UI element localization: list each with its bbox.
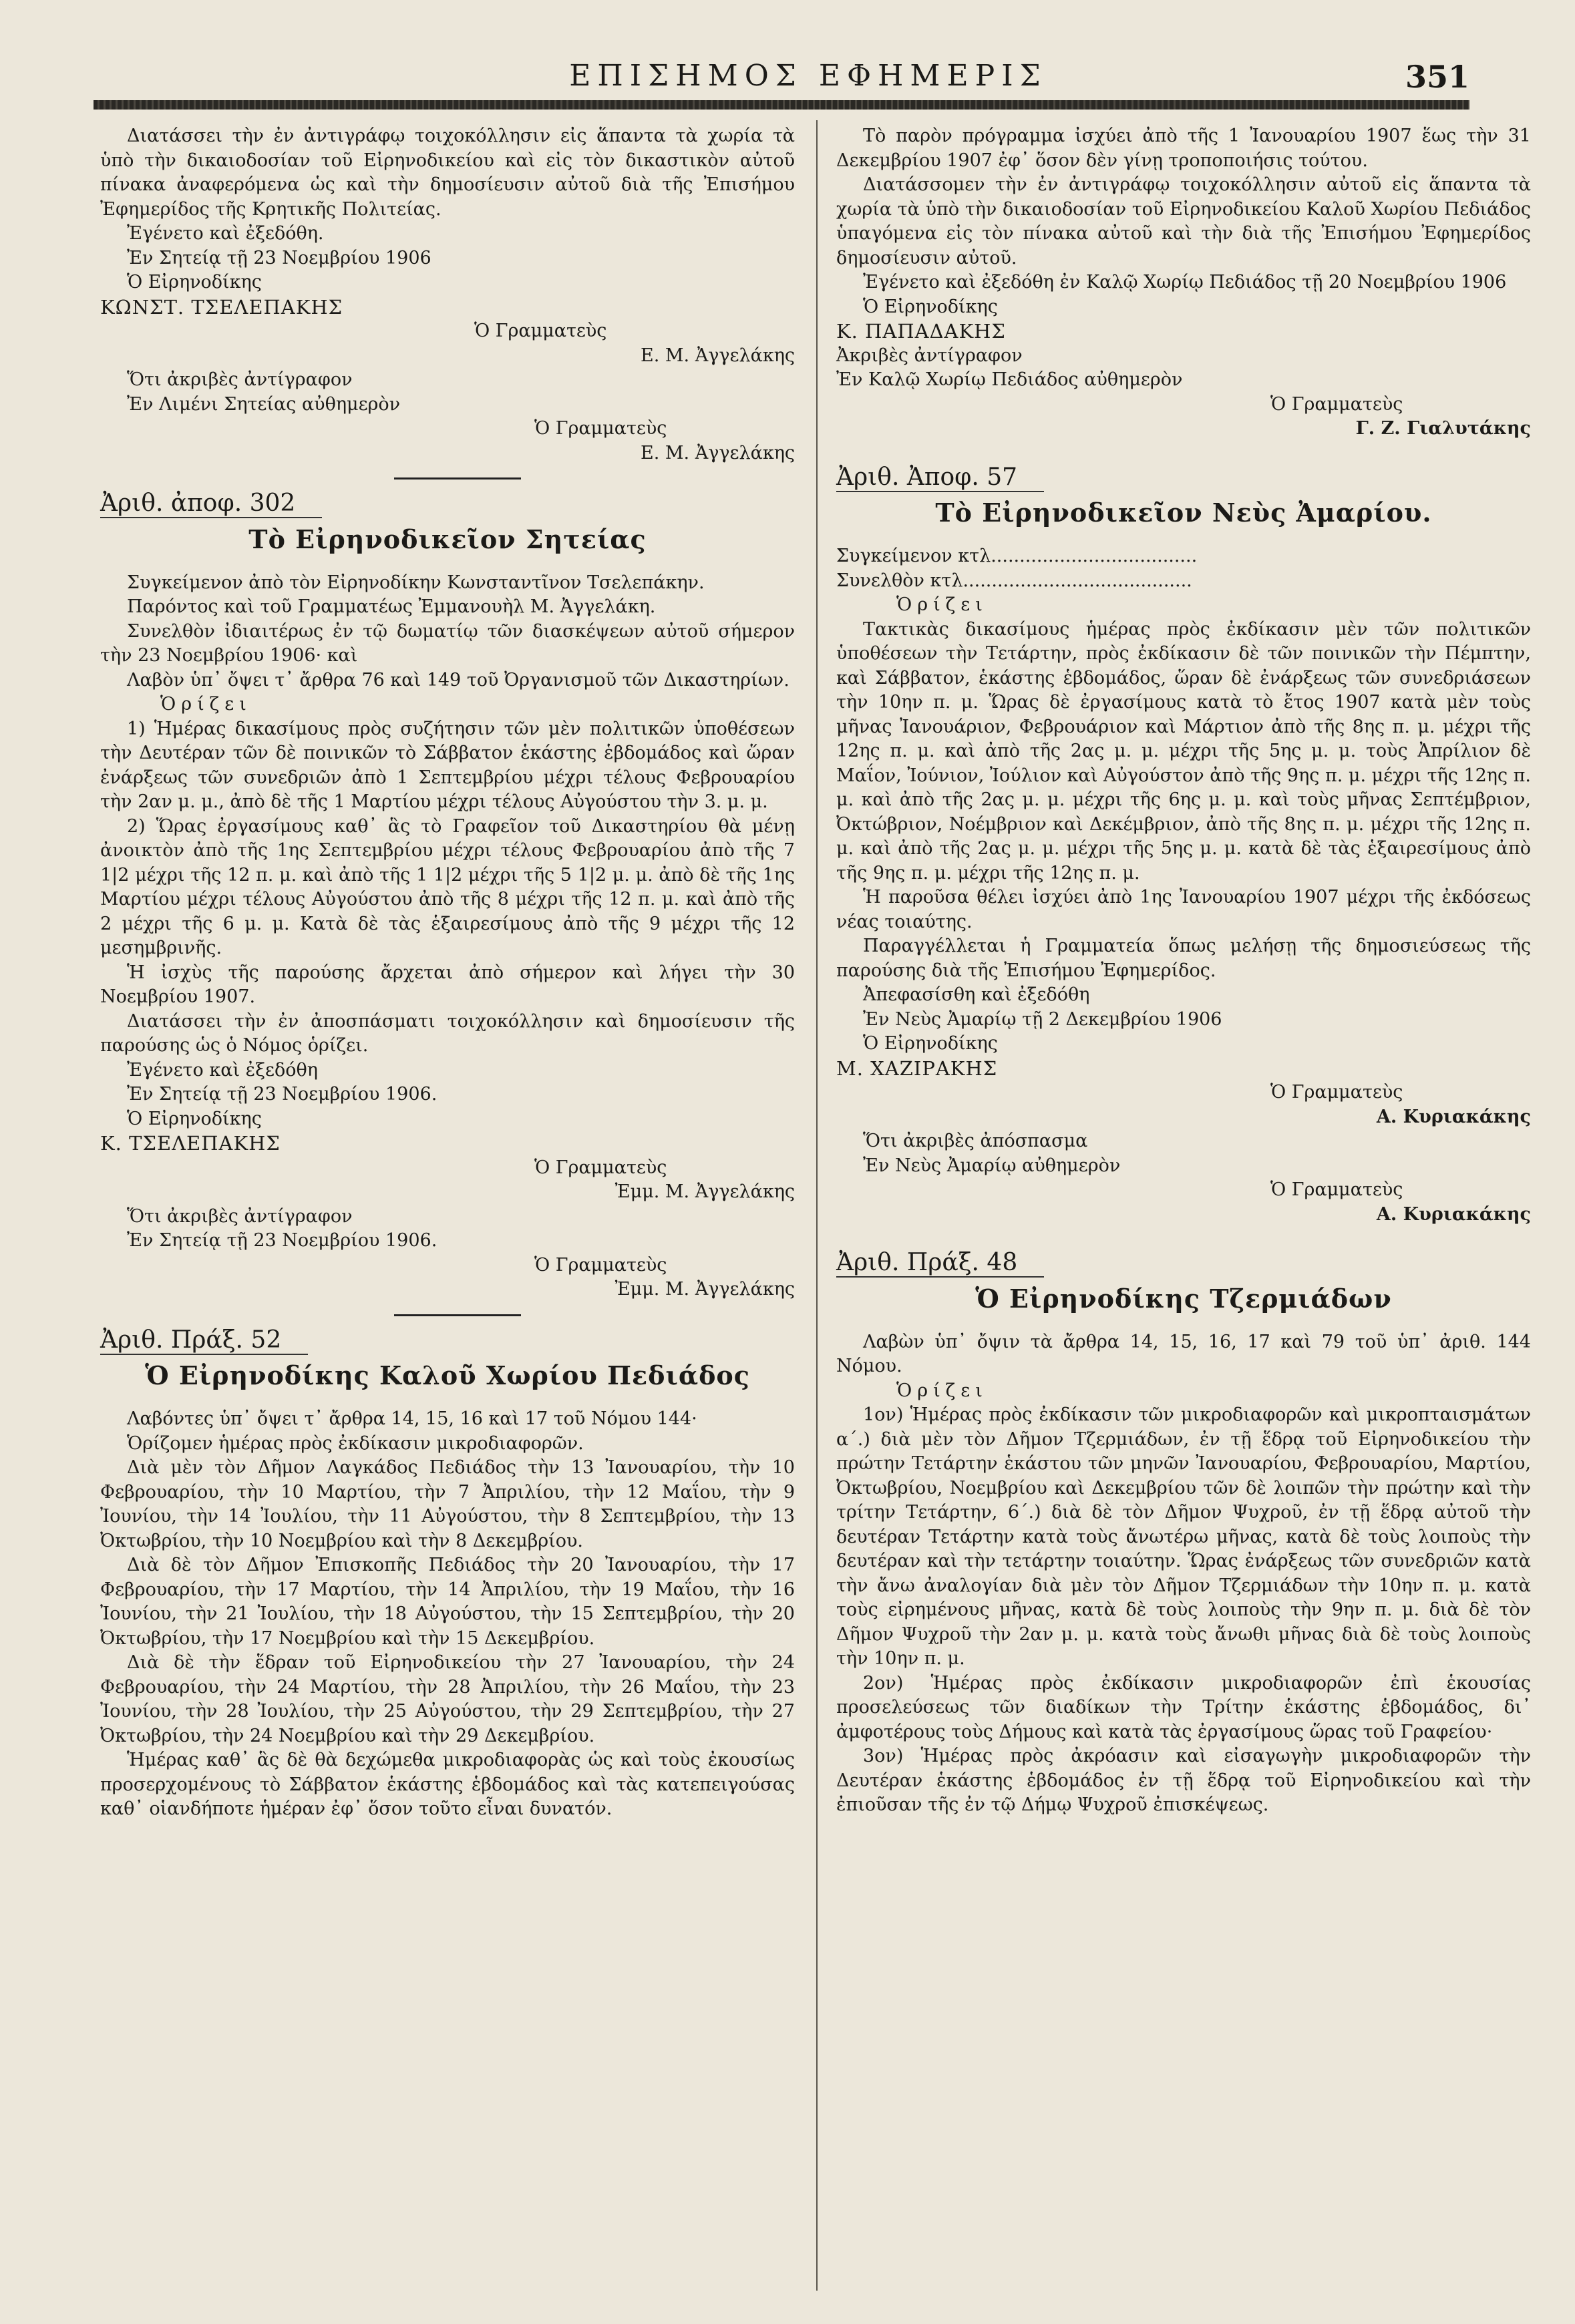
secretary-role: Ὁ Γραμματεὺς: [534, 1254, 667, 1276]
secretary-name: Ἐμμ. Μ. Ἀγγελάκης: [615, 1279, 795, 1300]
decree-number-text: Ἀριθ. Πράξ. 52: [100, 1326, 308, 1355]
orizei-label: Ὁρίζει: [896, 594, 988, 615]
signature-role: Ὁ Εἰρηνοδίκης: [863, 1033, 998, 1054]
copy-certification: Ὅτι ἀκριβὲς ἀντίγραφον: [127, 369, 353, 390]
signature-role: Ὁ Εἰρηνοδίκης: [127, 1108, 262, 1129]
section-heading: Ὁ Εἰρηνοδίκης Καλοῦ Χωρίου Πεδιάδος: [145, 1360, 750, 1390]
paragraph: 2) Ὥρας ἐργασίμους καθ᾽ ἃς τὸ Γραφεῖον τοῦ Δικαστηρίου θὰ μένῃ ἀνοικτὸν ἀπὸ τῆς 1ης Σεπτεμβρίου μέχρι τέλους Φεβρουαρίου ἀπὸ τῆς 7 1|2 μέχρι τῆς 12 π. μ. καὶ ἀπὸ τῆς 1 1|2 μέχρι τῆς 5 1|2 μ. μ. ἀπὸ δὲ τῆς 1ης Μαρτίου μέχρι τέλους Αὐγούστου ἀπὸ τῆς 8 μέχρι τῆς 12 π. μ. καὶ ἀπὸ τῆς 2 μέχρι τῆς 6 μ. μ. Κατὰ δὲ τὰς ἑξαιρεσίμους ἀπὸ τῆς 9 μέχρι τῆς 12 μεσημβρινῆς.: [100, 815, 795, 958]
signature-name: Κ. ΤΣΕΛΕΠΑΚΗΣ: [100, 1132, 281, 1155]
paragraph: 2ον) Ἡμέρας πρὸς ἐκδίκασιν μικροδιαφορῶν ἐπὶ ἑκουσίας προσελεύσεως τῶν διαδίκων τὴν Τρίτην ἑκάστης ἑβδομάδος, δι᾽ ἀμφοτέρους τοὺς Δήμους καὶ κατὰ τὰς ἐργασίμους ὥρας τοῦ Γραφείου·: [836, 1672, 1531, 1742]
right-column: [836, 124, 1531, 1818]
paragraph: Τακτικὰς δικασίμους ἡμέρας πρὸς ἐκδίκασιν μὲν τῶν πολιτικῶν ὑποθέσεων τὴν Τετάρτην, πρὸς ἐκδίκασιν δὲ τῶν ποινικῶν τὴν Πέμπτην, καὶ Σάββατον, ἑκάστης ἑβδομάδος, ὥραν δὲ ἐνάρξεως τῶν συνεδριάσεων τὴν 10ην π. μ. Ὥρας δὲ ἐργασίμους κατὰ τὸ ἔτος 1907 κατὰ μὲν τοὺς μῆνας Ἰανουάριον, Φεβρουάριον καὶ Μάρτιον ἀπὸ τῆς 8ης π. μ. μέχρι τῆς 12ης π. μ. καὶ ἀπὸ τῆς 2ας μ. μ. μέχρι τῆς 5ης μ. μ. τοὺς Ἀπρίλιον δὲ Μαΐον, Ἰούνιον, Ἰούλιον καὶ Αὐγούστον ἀπὸ τῆς 9ης π. μ. μέχρι τῆς 12ης π. μ. καὶ ἀπὸ τῆς 2ας μ. μ. μέχρι τῆς 6ης μ. μ. καὶ τοὺς μῆνας Σεπτέμβριον, Ὀκτώβριον, Νοέμβριον καὶ Δεκέμβριον, ἀπὸ τῆς 8ης π. μ. μέχρι τῆς 12ης π. μ. καὶ ἀπὸ τῆς 2ας μ. μ. μέχρι τῆς 5ης μ. μ. κατὰ δὲ τὰς ἑξαιρεσίμους ἀπὸ τῆς 9ης π. μ. μέχρι τῆς 12ης π. μ.: [836, 618, 1531, 884]
paragraph: Ἡμέρας καθ᾽ ἃς δὲ θὰ δεχώμεθα μικροδιαφορὰς ὡς καὶ τοὺς ἐκουσίως προσερχομένους τὸ Σάββατον ἑκάστης ἑβδομάδος καὶ τὰς κατεπειγούσας καθ᾽ οἱανδήποτε ἡμέραν ἐφ᾽ ὅσον τοῦτο εἶναι δυνατόν.: [100, 1750, 795, 1819]
paragraph: Ἐγένετο καὶ ἐξεδόθη ἐν Καλῷ Χωρίῳ Πεδιάδος τῇ 20 Νοεμβρίου 1906: [863, 272, 1507, 293]
paragraph: Συνελθὸν κτλ........................................: [836, 570, 1192, 591]
date-line: Ἐν Σητείᾳ τῇ 23 Νοεμβρίου 1906: [127, 247, 431, 268]
signature-name: Κ. ΠΑΠΑΔΑΚΗΣ: [836, 320, 1006, 343]
secretary-role: Ὁ Γραμματεὺς: [474, 321, 607, 341]
secretary-name: Γ. Ζ. Γιαλυτάκης: [1355, 418, 1531, 439]
paragraph: Διὰ μὲν τὸν Δῆμον Λαγκάδος Πεδιάδος τὴν 13 Ἰανουαρίου, τὴν 10 Φεβρουαρίου, τὴν 10 Μαρτίου, τὴν 7 Ἀπριλίου, τὴν 12 Μαΐου, τὴν 9 Ἰουνίου, τὴν 14 Ἰουλίου, τὴν 11 Αὐγούστου, τὴν 8 Σεπτεμβρίου, τὴν 13 Ὀκτωβρίου, τὴν 10 Νοεμβρίου καὶ τὴν 8 Δεκεμβρίου.: [100, 1457, 795, 1551]
decree-number: [100, 492, 795, 516]
secretary-name: Ε. Μ. Ἀγγελάκης: [641, 442, 795, 463]
secretary-role: Ὁ Γραμματεὺς: [1270, 393, 1403, 415]
paragraph: Ὁρίζομεν ἡμέρας πρὸς ἐκδίκασιν μικροδιαφορῶν.: [127, 1432, 584, 1454]
header-rule: [94, 100, 1469, 110]
secretary-name: Α. Κυριακάκης: [1376, 1203, 1531, 1225]
decree-number-text: Ἀριθ. Πράξ. 48: [836, 1249, 1044, 1278]
paragraph: Συγκείμενον κτλ....................................: [836, 546, 1198, 566]
page-header: [94, 59, 1469, 99]
paragraph: Ἡ παροῦσα θέλει ἰσχύει ἀπὸ 1ης Ἰανουαρίου 1907 μέχρι τῆς ἐκδόσεως νέας τοιαύτης.: [836, 887, 1531, 932]
column-divider: [816, 120, 818, 2291]
spacer: [836, 1227, 1531, 1247]
decree-number: [836, 1251, 1531, 1276]
copy-certification: Ἀκριβὲς ἀντίγραφον: [836, 345, 1023, 366]
paragraph: Ἀπεφασίσθη καὶ ἐξεδόθη: [863, 984, 1090, 1005]
signature-name: Μ. ΧΑΖΙΡΑΚΗΣ: [836, 1056, 998, 1080]
signature-name: ΚΩΝΣΤ. ΤΣΕΛΕΠΑΚΗΣ: [100, 295, 343, 319]
paragraph: Διατάσσει τὴν ἐν ἀντιγράφῳ τοιχοκόλλησιν εἰς ἅπαντα τὰ χωρία τὰ ὑπὸ τὴν δικαιοδοσίαν τοῦ Εἰρηνοδικείου καὶ εἰς τὸν δικαστικὸν αὐτοῦ πίνακα ἀναφερόμενα ὡς καὶ τὴν δημοσίευσιν αὐτοῦ διὰ τῆς Ἐπισήμου Ἐφημερίδος τῆς Κρητικῆς Πολιτείας.: [100, 126, 795, 220]
section-heading: Τὸ Εἰρηνοδικεῖον Σητείας: [248, 524, 647, 554]
paragraph: Παρόντος καὶ τοῦ Γραμματέως Ἐμμανουὴλ Μ. Ἀγγελάκη.: [127, 596, 656, 617]
paragraph: Διὰ δὲ τὴν ἕδραν τοῦ Εἰρηνοδικείου τὴν 27 Ἰανουαρίου, τὴν 24 Φεβρουαρίου, τὴν 24 Μαρτίου, τὴν 28 Ἀπριλίου, τὴν 26 Μαΐου, τὴν 23 Ἰουνίου, τὴν 28 Ἰουλίου, τὴν 25 Αὐγούστου, τὴν 29 Σεπτεμβρίου, τὴν 27 Ὀκτωβρίου, τὴν 24 Νοεμβρίου καὶ τὴν 29 Δεκεμβρίου.: [100, 1652, 795, 1746]
secretary-name: Ε. Μ. Ἀγγελάκης: [641, 345, 795, 366]
page-number: 351: [1405, 59, 1469, 95]
secretary-name: Ἐμμ. Μ. Ἀγγελάκης: [615, 1181, 795, 1202]
date-line: Ἐν Σητείᾳ τῇ 23 Νοεμβρίου 1906.: [127, 1084, 437, 1105]
paragraph: 1) Ἡμέρας δικασίμους πρὸς συζήτησιν τῶν μὲν πολιτικῶν ὑποθέσεων τὴν Δευτέραν τῶν δὲ ποινικῶν τὸ Σάββατον ἑκάστης ἑβδομάδος καὶ ὥραν ἐνάρξεως τῶν συνεδριῶν ἀπὸ 1 Σεπτεμβρίου μέχρι τέλους Φεβρουαρίου τὴν 2αν μ. μ., ἀπὸ δὲ τῆς 1 Μαρτίου μέχρι τέλους Αὐγούστου τὴν 3. μ. μ.: [100, 718, 795, 812]
section-rule: [394, 477, 521, 479]
date-line: Ἐν Σητείᾳ τῇ 23 Νοεμβρίου 1906.: [127, 1230, 437, 1251]
paragraph: Διατάσσομεν τὴν ἐν ἀντιγράφῳ τοιχοκόλλησιν αὐτοῦ εἰς ἅπαντα τὰ χωρία τὰ ὑπὸ τὴν δικαιοδοσίαν τοῦ Εἰρηνοδικείου Καλοῦ Χωρίου Πεδιάδος ὑπαγόμενα εἰς τὸν πίνακα αὐτοῦ καὶ τὴν διὰ τῆς Ἐπισήμου Ἐφημερίδος δημοσίευσιν αὐτοῦ.: [836, 174, 1531, 268]
paragraph: Ἡ ἰσχὺς τῆς παρούσης ἄρχεται ἀπὸ σήμερον καὶ λήγει τὴν 30 Νοεμβρίου 1907.: [100, 962, 795, 1007]
secretary-role: Ὁ Γραμματεὺς: [534, 418, 667, 439]
signature-role: Ὁ Εἰρηνοδίκης: [863, 296, 998, 317]
paragraph: Συγκείμενον ἀπὸ τὸν Εἰρηνοδίκην Κωνσταντῖνον Τσελεπάκην.: [127, 572, 705, 593]
spacer: [836, 441, 1531, 461]
orizei-label: Ὁρίζει: [896, 1380, 988, 1401]
decree-number: [100, 1328, 795, 1353]
secretary-role: Ὁ Γραμματεὺς: [1270, 1082, 1403, 1103]
decree-number: [836, 465, 1531, 490]
paragraph: Λαβὼν ὑπ᾽ ὄψιν τὰ ἄρθρα 14, 15, 16, 17 καὶ 79 τοῦ ὑπ᾽ ἀριθ. 144 Νόμου.: [836, 1331, 1531, 1376]
paragraph: Τὸ παρὸν πρόγραμμα ἰσχύει ἀπὸ τῆς 1 Ἰανουαρίου 1907 ἕως τὴν 31 Δεκεμβρίου 1907 ἐφ᾽ ὅσον δὲν γίνῃ τροποποιήσις τούτου.: [836, 126, 1531, 171]
section-rule: [394, 1314, 521, 1316]
section-heading: Τὸ Εἰρηνοδικεῖον Νεὺς Ἀμαρίου.: [935, 498, 1432, 528]
left-column: [100, 124, 795, 1822]
paragraph: Λαβὸν ὑπ᾽ ὄψει τ᾽ ἄρθρα 76 καὶ 149 τοῦ Ὀργανισμοῦ τῶν Δικαστηρίων.: [127, 669, 790, 691]
place-line: Ἐν Λιμένι Σητείας αὐθημερὸν: [127, 393, 401, 415]
paragraph: Συνελθὸν ἰδιαιτέρως ἐν τῷ δωματίῳ τῶν διασκέψεων αὐτοῦ σήμερον τὴν 23 Νοεμβρίου 1906· καὶ: [100, 620, 795, 666]
paragraph: Διατάσσει τὴν ἐν ἀποσπάσματι τοιχοκόλλησιν καὶ δημοσίευσιν τῆς παρούσης ὡς ὁ Νόμος ὁρίζει.: [100, 1010, 795, 1056]
copy-certification: Ὅτι ἀκριβὲς ἀντίγραφον: [127, 1205, 353, 1227]
paragraph: 3ον) Ἡμέρας πρὸς ἀκρόασιν καὶ εἰσαγωγὴν μικροδιαφορῶν τὴν Δευτέραν ἑκάστης ἑβδομάδος ἐν τῇ ἕδρᾳ τοῦ Εἰρηνοδικείου καὶ τὴν ἐπιοῦσαν τῆς ἐν τῷ Δήμῳ Ψυχροῦ ἐπισκέψεως.: [836, 1746, 1531, 1815]
date-line: Ἐν Νεὺς Ἀμαρίῳ τῇ 2 Δεκεμβρίου 1906: [863, 1008, 1222, 1030]
paragraph: 1ον) Ἡμέρας πρὸς ἐκδίκασιν τῶν μικροδιαφορῶν καὶ μικροπταισμάτων α΄.) διὰ μὲν τὸν Δῆμον Τζερμιάδων, ἐν τῇ ἕδρᾳ τοῦ Εἰρηνοδικείου τὴν πρώτην Τετάρτην ἑκάστου τῶν μηνῶν Ἰανουαρίου, Φεβρουαρίου, Μαρτίου, Ὀκτωβρίου, Νοεμβρίου καὶ Δεκεμβρίου τῶν δὲ λοιπῶν τὴν πρώτην καὶ τὴν τρίτην Τετάρτην, 6΄.) διὰ δὲ τὸν Δῆμον Ψυχροῦ, ἐν τῇ ἕδρᾳ αὐτοῦ τὴν δευτέραν Τετάρτην κατὰ τοὺς ἄνωτέρω μῆνας, κατὰ δὲ τοὺς λοιποὺς τὴν δευτέραν καὶ τὴν τετάρτην τοιαύτην. Ὥρας ἐνάρξεως τῶν συνεδριῶν κατὰ τὴν ἄνω ἀναλογίαν διὰ μὲν τὸν Δῆμον Τζερμιάδων τὴν 10ην π. μ. κατὰ τοὺς εἰρημένους μῆνας, κατὰ δὲ τοὺς λοιποὺς τὴν 9ην π. μ. διὰ δὲ τὸν Δῆμον Ψυχροῦ τὴν 2αν μ. μ. κατὰ τοὺς ἄνωθι μῆνας διὰ δὲ τοὺς λοιποὺς τὴν 10ην π. μ.: [836, 1404, 1531, 1669]
paragraph: Διὰ δὲ τὸν Δῆμον Ἐπισκοπῆς Πεδιάδος τὴν 20 Ἰανουαρίου, τὴν 17 Φεβρουαρίου, τὴν 17 Μαρτίου, τὴν 14 Ἀπριλίου, τὴν 19 Μαΐου, τὴν 16 Ἰουνίου, τὴν 21 Ἰουλίου, τὴν 18 Αὐγούστου, τὴν 15 Σεπτεμβρίου, τὴν 20 Ὀκτωβρίου, τὴν 17 Νοεμβρίου καὶ τὴν 15 Δεκεμβρίου.: [100, 1555, 795, 1649]
secretary-role: Ὁ Γραμματεὺς: [1270, 1179, 1403, 1200]
secretary-role: Ὁ Γραμματεὺς: [534, 1157, 667, 1178]
decree-number-text: Ἀριθ. ἀποφ. 302: [100, 490, 322, 518]
paragraph: Λαβόντες ὑπ᾽ ὄψει τ᾽ ἄρθρα 14, 15, 16 καὶ 17 τοῦ Νόμου 144·: [127, 1408, 697, 1429]
copy-certification: Ὅτι ἀκριβὲς ἀπόσπασμα: [863, 1131, 1088, 1151]
section-heading: Ὁ Εἰρηνοδίκης Τζερμιάδων: [975, 1283, 1392, 1314]
gazette-title: ΕΠΙΣΗΜΟΣ ΕΦΗΜΕΡΙΣ: [569, 59, 1047, 93]
place-line: Ἐν Νεὺς Ἀμαρίῳ αὐθημερὸν: [863, 1155, 1121, 1176]
paragraph: Ἐγένετο καὶ ἐξεδόθη.: [127, 223, 324, 244]
paragraph: Ἐγένετο καὶ ἐξεδόθη: [127, 1059, 318, 1081]
decree-number-text: Ἀριθ. Ἀποφ. 57: [836, 463, 1044, 492]
signature-role: Ὁ Εἰρηνοδίκης: [127, 272, 262, 293]
orizei-label: Ὁρίζει: [160, 694, 252, 715]
paragraph: Παραγγέλλεται ἡ Γραμματεία ὅπως μελήσῃ τῆς δημοσιεύσεως τῆς παρούσης διὰ τῆς Ἐπισήμου Ἐφημερίδος.: [836, 936, 1531, 981]
secretary-name: Α. Κυριακάκης: [1376, 1106, 1531, 1127]
place-line: Ἐν Καλῷ Χωρίῳ Πεδιάδος αὐθημερὸν: [836, 369, 1183, 390]
